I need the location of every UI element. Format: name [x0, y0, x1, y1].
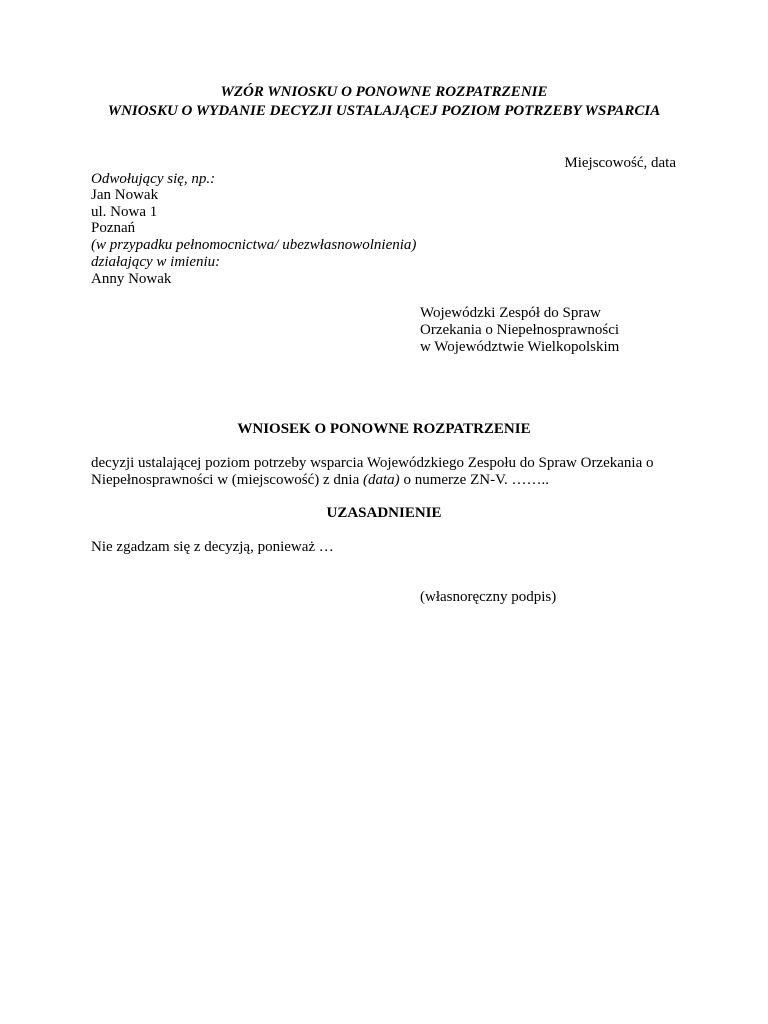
- acting-label: działający w imieniu:: [91, 254, 221, 270]
- request-paragraph-line-2: [91, 472, 549, 489]
- paragraph-text-a: Niepełnosprawności w (miejscowość) z dnia: [91, 472, 364, 488]
- justification-heading: UZASADNIENIE: [326, 505, 442, 521]
- proxy-note: (w przypadku pełnomocnictwa/ ubezwłasnowolnienia): [91, 237, 417, 253]
- justification-text: Nie zgadzam się z decyzją, ponieważ …: [91, 539, 334, 555]
- paragraph-text-b: o numerze ZN-V. ……..: [399, 472, 549, 488]
- recipient-line-3: w Województwie Wielkopolskim: [420, 339, 620, 355]
- applicant-label: Odwołujący się, np.:: [91, 171, 216, 187]
- title-line-2: WNIOSKU O WYDANIE DECYZJI USTALAJĄCEJ POZIOM POTRZEBY WSPARCIA: [107, 103, 661, 119]
- place-date: Miejscowość, data: [564, 155, 676, 171]
- title-line-1: WZÓR WNIOSKU O PONOWNE ROZPATRZENIE: [220, 84, 548, 100]
- recipient-line-1: Wojewódzki Zespół do Spraw: [420, 305, 601, 321]
- applicant-name: Jan Nowak: [91, 187, 159, 203]
- request-paragraph-line-1: decyzji ustalającej poziom potrzeby wsparcia Wojewódzkiego Zespołu do Spraw Orzekania o: [91, 455, 654, 471]
- represented-name: Anny Nowak: [91, 271, 172, 287]
- request-heading: WNIOSEK O PONOWNE ROZPATRZENIE: [237, 421, 531, 437]
- applicant-street: ul. Nowa 1: [91, 204, 158, 220]
- applicant-city: Poznań: [91, 220, 136, 236]
- recipient-line-2: Orzekania o Niepełnosprawności: [420, 322, 620, 338]
- signature-line: (własnoręczny podpis): [420, 589, 557, 605]
- paragraph-date-placeholder: (data): [363, 472, 400, 488]
